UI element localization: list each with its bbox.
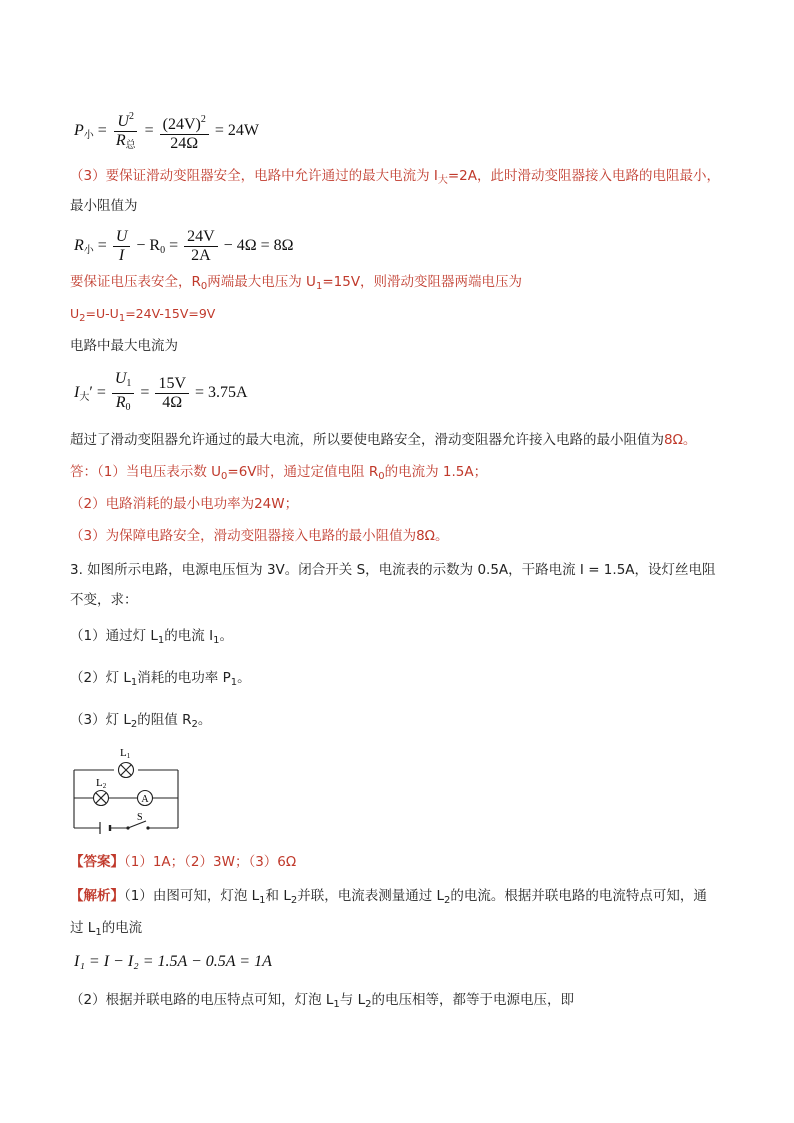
- circuit-diagram: [66, 742, 190, 834]
- l1-label: L1: [120, 747, 131, 760]
- fraction: $\frac{(24V)^2}{24\Omega}$: [160, 111, 209, 153]
- question-3-part1: （1）通过灯 $L_1$的电流 $I_1$。: [70, 628, 233, 646]
- paragraph-4: 要保证电压表安全，$R_0$两端最大电压为 $U_1=15V$，则滑动变阻器两端电压为: [70, 274, 523, 292]
- fraction: $\frac{U_1}{R_0}$: [112, 370, 135, 417]
- paragraph-3: （3）要保证滑动变阻器安全，电路中允许通过的最大电流为 $I_大=2A$，此时滑动变阻器接入电路的电阻最小，: [70, 168, 721, 186]
- final-paragraph: （2）根据并联电路的电压特点可知，灯泡 $L_1$与 $L_2$的电压相等，都等于电源电压，即: [70, 992, 574, 1010]
- formula-min-power: $P_小$ = $\frac{U^2}{R_总}$ = $\frac{(24V)^2}{24\Omega}$ = 24W: [74, 108, 259, 155]
- question-3-part2: （2）灯 $L_1$消耗的电功率 $P_1$。: [70, 670, 251, 688]
- formula-max-current: $I_大'$ = $\frac{U_1}{R_0}$ = $\frac{15V}{4\Omega}$ = 3.75A: [74, 370, 248, 417]
- paragraph-7: 超过了滑动变阻器允许通过的最大电流，所以要使电路安全，滑动变阻器允许接入电路的最小阻值为8Ω。: [70, 432, 697, 448]
- paragraph-6: 电路中最大电流为: [70, 338, 178, 354]
- analysis-line1: 【解析】（1）由图可知，灯泡 $L_1$和 $L_2$并联，电流表测量通过 $L_2$的电流。根据并联电路的电流特点可知，通: [70, 888, 707, 906]
- svg-text:A: A: [141, 794, 149, 805]
- question-3-line1: 3. 如图所示电路，电源电压恒为 3V。闭合开关 S，电流表的示数为 0.5A，干路电流 I = 1.5A，设灯丝电阻: [70, 562, 716, 578]
- answer-1: 答：（1）当电压表示数 $U_0=6V$时，通过定值电阻 $R_0$的电流为 1.5A；: [70, 464, 488, 482]
- answer-line: 【答案】（1）1A；（2）3W；（3）6Ω: [70, 854, 297, 870]
- answer-3: （3）为保障电路安全，滑动变阻器接入电路的最小阻值为8Ω。: [70, 528, 449, 544]
- formula-min-resistance: $R_小$ = $\frac{U}{I}$ − $R_0$ = $\frac{24V}{2A}$ − 4Ω = 8Ω: [74, 228, 294, 264]
- lamp-l1-icon: [114, 762, 138, 778]
- question-3-line2: 不变，求：: [70, 592, 138, 608]
- ammeter-icon: [138, 791, 153, 806]
- answer-2: （2）电路消耗的最小电功率为24W；: [70, 496, 299, 512]
- paragraph-3-line2: 最小阻值为: [70, 198, 138, 214]
- formula-l1-current: I₁ = I − I₂ = 1.5A − 0.5A = 1A: [74, 953, 272, 970]
- fraction: $\frac{24V}{2A}$: [184, 228, 218, 265]
- battery-icon: [100, 822, 110, 834]
- lamp-l2-icon: [94, 791, 109, 806]
- question-3-part3: （3）灯 $L_2$的阻值 $R_2$。: [70, 712, 212, 730]
- analysis-line2: 过 $L_1$的电流: [70, 920, 143, 938]
- fraction: $\frac{15V}{4\Omega}$: [155, 375, 189, 412]
- l2-label: L2: [96, 777, 107, 790]
- fraction: $\frac{U^2}{R_总}$: [113, 108, 139, 155]
- paragraph-5: $U_2=U-U_1=24V-15V=9V$: [70, 306, 216, 324]
- fraction: $\frac{U}{I}$: [113, 228, 131, 265]
- switch-label: S: [137, 812, 143, 823]
